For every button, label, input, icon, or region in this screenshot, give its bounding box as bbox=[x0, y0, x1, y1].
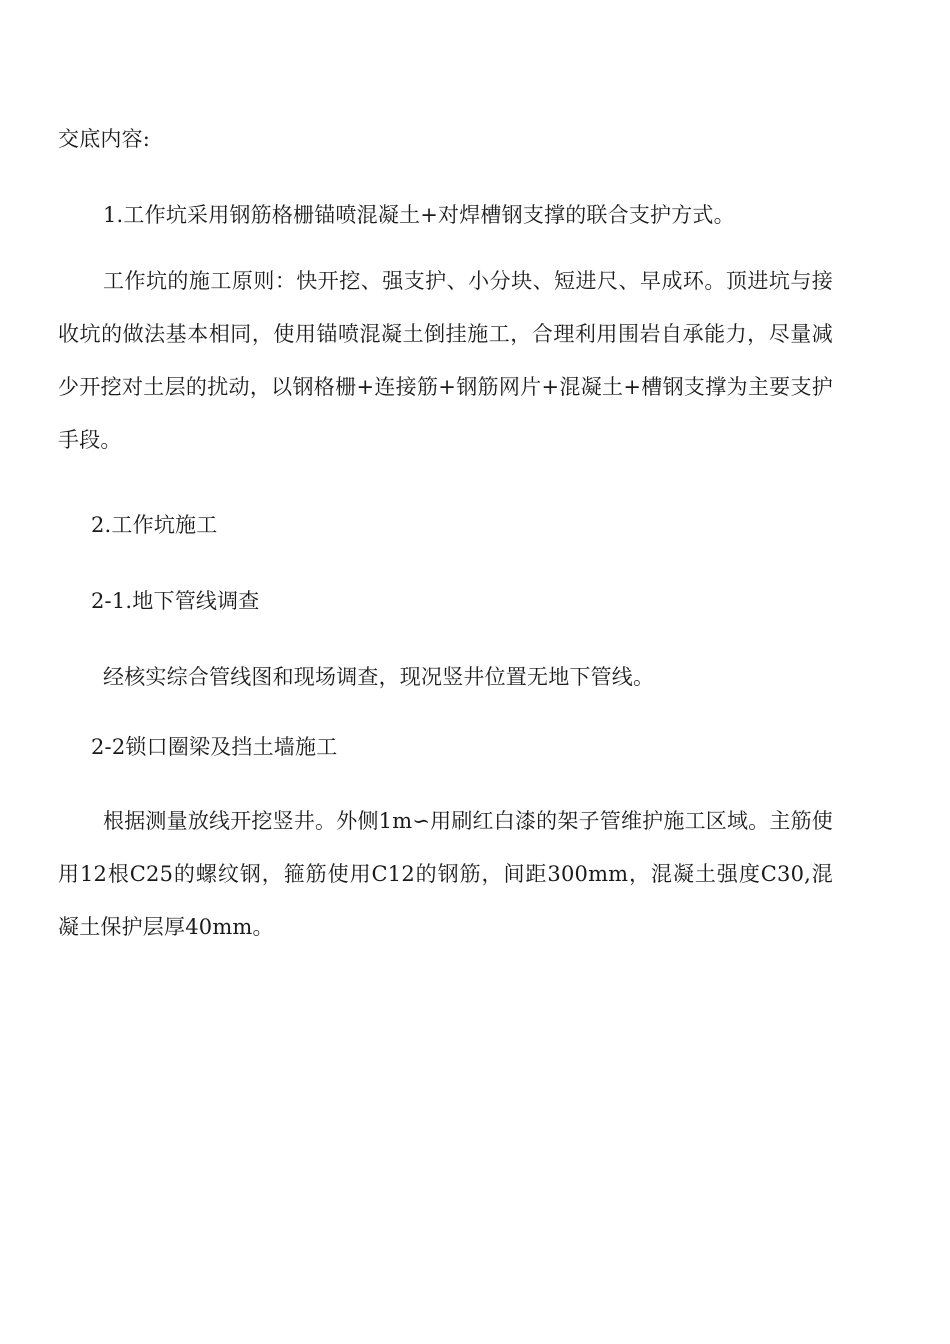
section-2-2-heading: 2-2锁口圈梁及挡土墙施工 bbox=[91, 735, 338, 759]
section-2-1-heading: 2-1.地下管线调查 bbox=[91, 589, 260, 613]
construction-principle-paragraph: 工作坑的施工原则：快开挖、强支护、小分块、短进尺、早成环。顶进坑与接收坑的做法基本相同，使用锚喷混凝土倒挂施工，合理利用围岩自承能力，尽量减少开挖对土层的扰动，以钢格栅+连接筋+钢筋网片+混凝土+槽钢支撑为主要支护手段。 bbox=[58, 269, 833, 452]
item-1-support-method: 1.工作坑采用钢筋格栅锚喷混凝土+对焊槽钢支撑的联合支护方式。 bbox=[103, 203, 735, 227]
section-2-2-body: 根据测量放线开挖竖井。外侧1m∽用刷红白漆的架子管维护施工区域。主筋使用12根C25的螺纹钢，箍筋使用C12的钢筋，间距300mm，混凝土强度C30,混凝土保护层厚40mm。 bbox=[58, 809, 833, 939]
section-2-1-body: 经核实综合管线图和现场调查，现况竖井位置无地下管线。 bbox=[103, 665, 655, 689]
section-2-heading: 2.工作坑施工 bbox=[91, 513, 218, 537]
heading-jiaodi-neirong: 交底内容: bbox=[58, 127, 151, 151]
